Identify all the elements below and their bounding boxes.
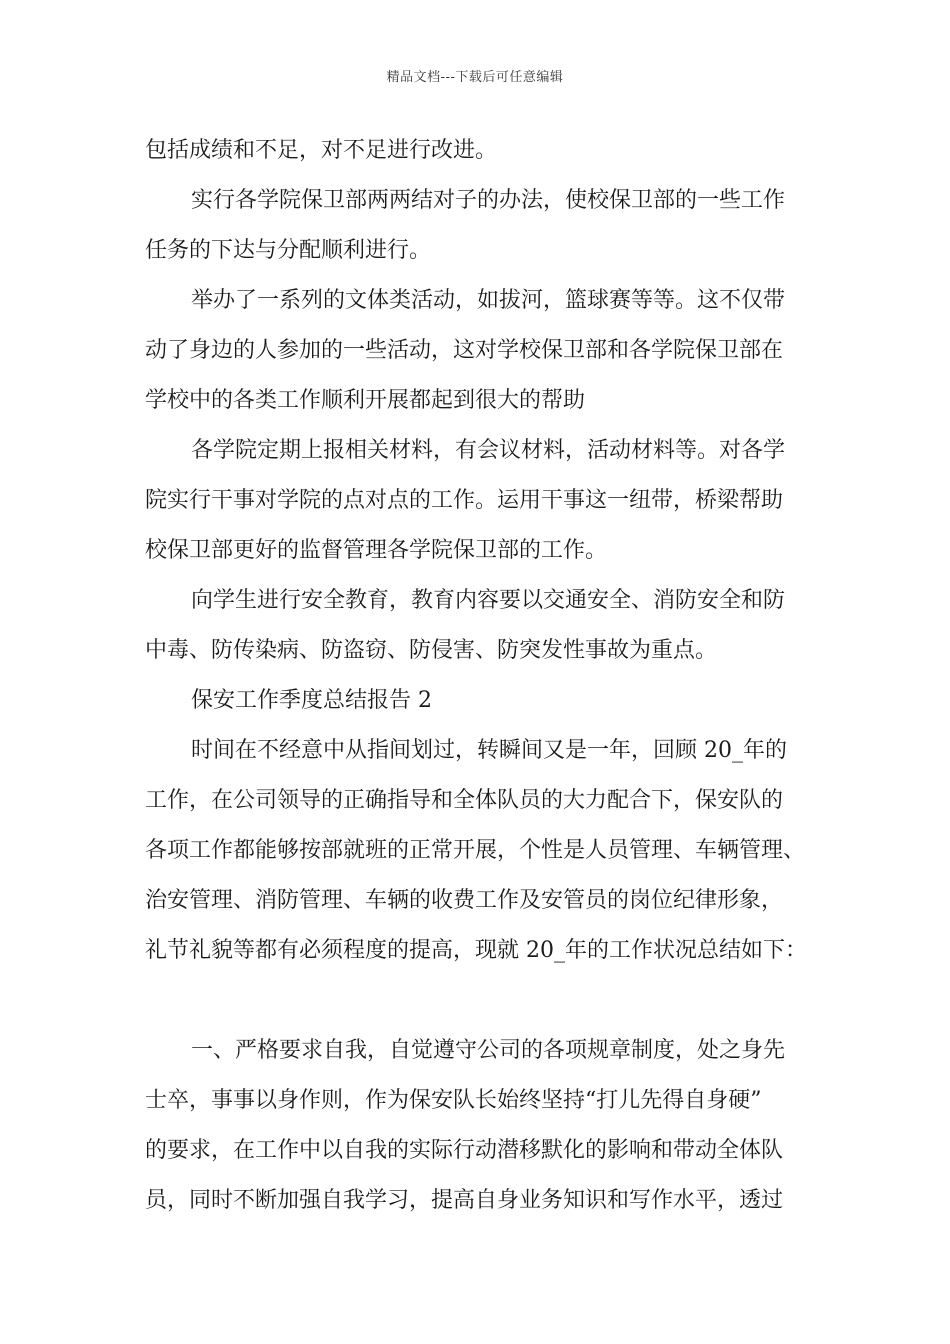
paragraph-line: 包括成绩和不足，对不足进行改进。 bbox=[145, 138, 498, 163]
paragraph-line: 向学生进行安全教育，教育内容要以交通安全、消防安全和防 bbox=[191, 588, 786, 613]
document-body bbox=[145, 126, 815, 1226]
paragraph-line: 实行各学院保卫部两两结对子的办法，使校保卫部的一些工作 bbox=[191, 188, 786, 213]
paragraph-line: 的要求，在工作中以自我的实际行动潜移默化的影响和带动全体队 bbox=[145, 1138, 784, 1163]
paragraph-line: 一、严格要求自我，自觉遵守公司的各项规章制度，处之身先 bbox=[191, 1038, 786, 1063]
paragraph-line: 学校中的各类工作顺利开展都起到很大的帮助 bbox=[145, 388, 586, 413]
paragraph-line: 员，同时不断加强自我学习，提高自身业务知识和写作水平，透过 bbox=[145, 1188, 784, 1213]
paragraph-line: 治安管理、消防管理、车辆的收费工作及安管员的岗位纪律形象， bbox=[145, 888, 784, 913]
paragraph-line: 士卒，事事以身作则，作为保安队长始终坚持“打儿先得自身硬” bbox=[145, 1088, 762, 1113]
paragraph-line: 礼节礼貌等都有必须程度的提高，现就 20_年的工作状况总结如下： bbox=[145, 938, 807, 963]
paragraph-line: 工作，在公司领导的正确指导和全体队员的大力配合下，保安队的 bbox=[145, 788, 784, 813]
paragraph-line: 举办了一系列的文体类活动，如拔河，篮球赛等等。这不仅带 bbox=[191, 288, 786, 313]
paragraph-line: 各项工作都能够按部就班的正常开展，个性是人员管理、车辆管理、 bbox=[145, 838, 806, 863]
paragraph-line: 动了身边的人参加的一些活动，这对学校保卫部和各学院保卫部在 bbox=[145, 338, 784, 363]
blank-line bbox=[145, 976, 815, 1026]
paragraph-line: 各学院定期上报相关材料，有会议材料，活动材料等。对各学 bbox=[191, 438, 786, 463]
paragraph-line: 校保卫部更好的监督管理各学院保卫部的工作。 bbox=[145, 538, 608, 563]
paragraph-line: 中毒、防传染病、防盗窃、防侵害、防突发性事故为重点。 bbox=[145, 638, 718, 663]
paragraph-line: 时间在不经意中从指间划过，转瞬间又是一年，回顾 20_年的 bbox=[191, 738, 787, 763]
page-header: 精品文档---下载后可任意编辑 bbox=[386, 70, 564, 85]
section-heading: 保安工作季度总结报告 2 bbox=[191, 688, 432, 713]
paragraph-line: 院实行干事对学院的点对点的工作。运用干事这一纽带，桥梁帮助 bbox=[145, 488, 784, 513]
paragraph-line: 任务的下达与分配顺利进行。 bbox=[145, 238, 432, 263]
